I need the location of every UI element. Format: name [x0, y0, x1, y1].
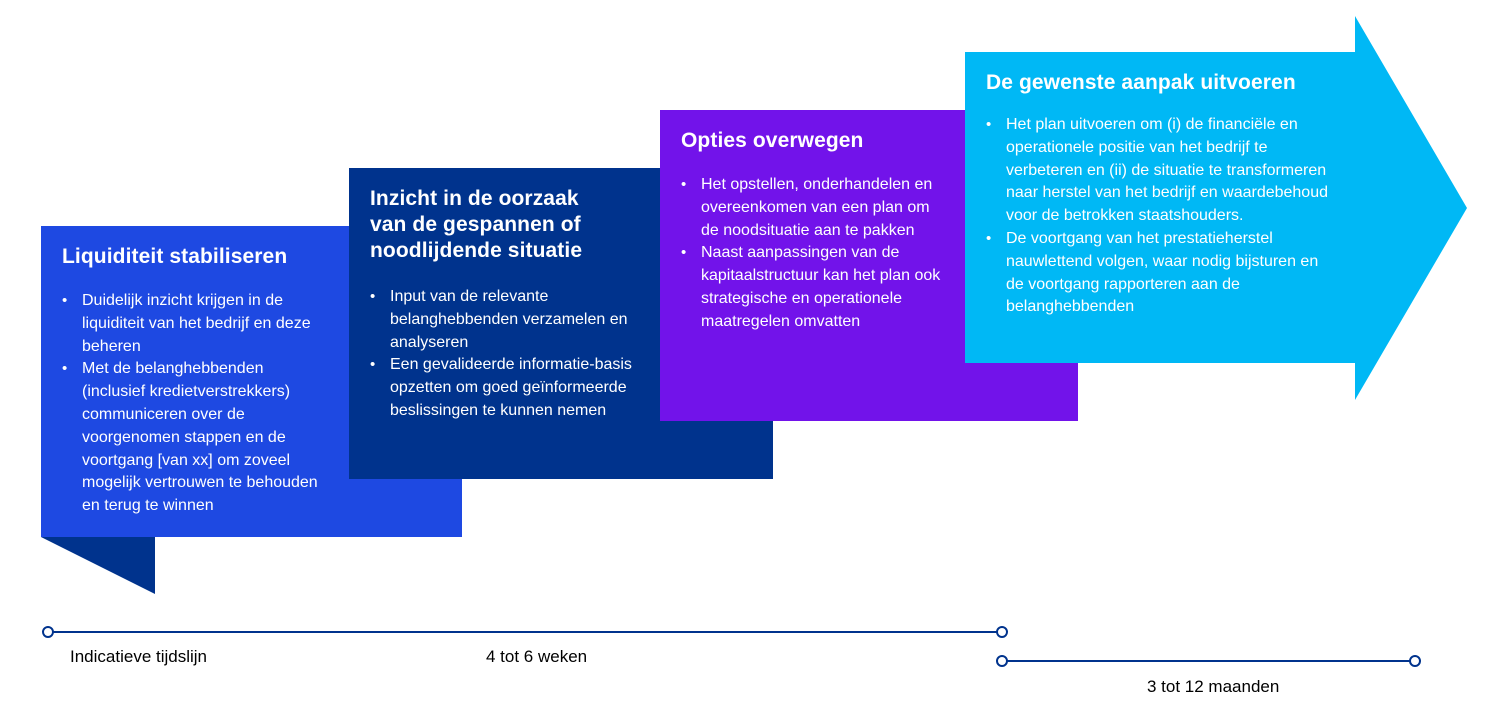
timeline-phase2-label: 3 tot 12 maanden	[1147, 677, 1280, 696]
timeline-label: Indicatieve tijdslijn	[70, 647, 208, 666]
step1-bullet-2: • Met de belanghebbenden (inclusief kredietverstrekkers) communiceren over de voorgenomen stappen en de voortgang [van xx] om zoveel mogelijk vertrouwen te behouden en terug te winnen	[62, 358, 324, 518]
timeline2-end-node	[1410, 656, 1420, 666]
step1-title: Liquiditeit stabiliseren	[62, 245, 288, 268]
step3-bullets	[681, 174, 941, 334]
step3-title: Opties overwegen	[681, 129, 864, 152]
step1-bullets	[62, 290, 324, 518]
timeline-start-node	[43, 627, 53, 637]
step4-content	[965, 52, 1345, 319]
step2-bullet-1: • Input van de relevante belanghebbenden verzamelen en analyseren	[370, 286, 638, 354]
step2-content	[349, 168, 649, 423]
step4-bullets	[986, 114, 1338, 319]
timeline-phase1-label: 4 tot 6 weken	[486, 647, 588, 666]
timeline2-start-node	[997, 656, 1007, 666]
step2-bullets	[370, 286, 638, 423]
step1-bullet-1: • Duidelijk inzicht krijgen in de liquiditeit van het bedrijf en deze beheren	[62, 290, 324, 358]
step3-bullet-1: • Het opstellen, onderhandelen en overeenkomen van een plan om de noodsituatie aan te pakken	[681, 174, 941, 242]
step1-content	[41, 226, 341, 518]
step2-bullet-2: • Een gevalideerde informatie-basis opzetten om goed geïnformeerde beslissingen te kunnen nemen	[370, 354, 638, 422]
timeline-mid-node	[997, 627, 1007, 637]
step4-bullet-1: • Het plan uitvoeren om (i) de financiële en operationele positie van het bedrijf te verbeteren en (ii) de situatie te transformeren naar herstel van het bedrijf en waardebehoud voor de betrokken staatshouders.	[986, 114, 1338, 228]
step1-fold	[41, 537, 155, 594]
step3-content	[660, 110, 960, 334]
step4-bullet-2: • De voortgang van het prestatieherstel nauwlettend volgen, waar nodig bijsturen en de voortgang rapporteren aan de belanghebbenden	[986, 228, 1338, 319]
step4-title: De gewenste aanpak uitvoeren	[986, 71, 1296, 94]
step3-bullet-2: • Naast aanpassingen van de kapitaalstructuur kan het plan ook strategische en operationele maatregelen omvatten	[681, 242, 941, 333]
step2-title: Inzicht in de oorzaak van de gespannen of noodlijdende situatie	[370, 187, 583, 262]
